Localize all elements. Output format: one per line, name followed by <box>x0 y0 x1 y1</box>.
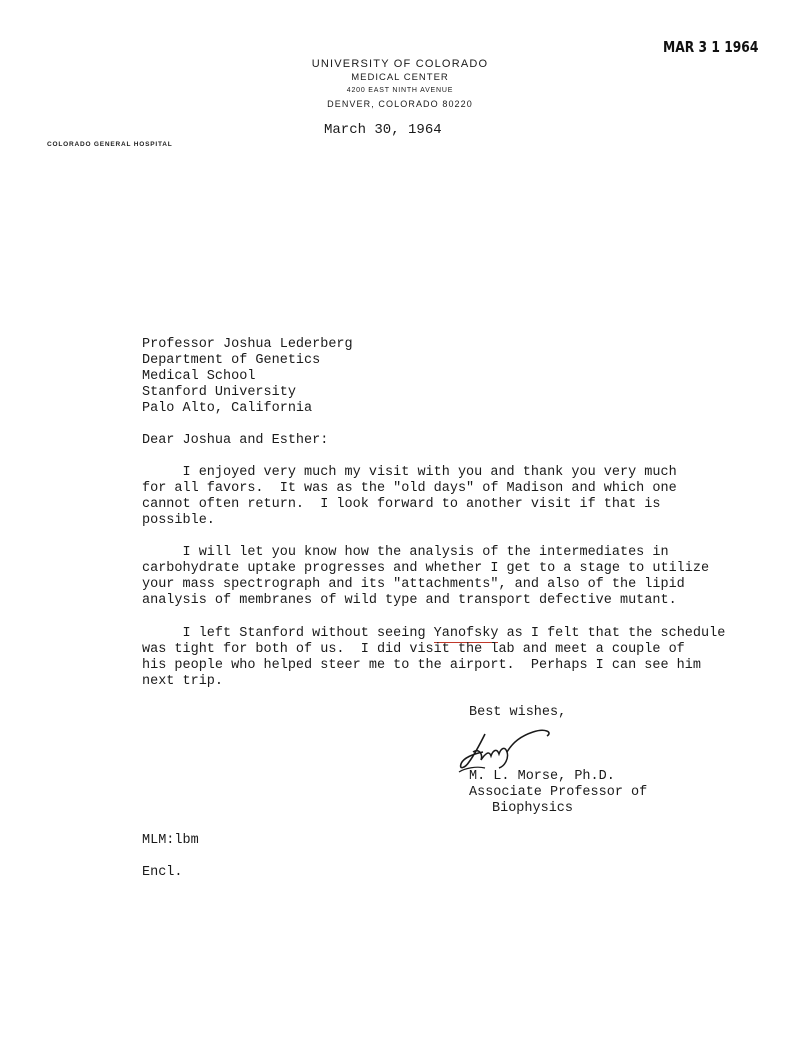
salutation: Dear Joshua and Esther: <box>142 433 329 448</box>
underlined-name: Yanofsky <box>433 626 499 641</box>
valediction: Best wishes, <box>469 705 567 720</box>
paragraph-line: was tight for both of us. I did visit the lab and meet a couple of <box>142 642 685 657</box>
letterhead-hospital: COLORADO GENERAL HOSPITAL <box>47 141 173 148</box>
recipient-city: Palo Alto, California <box>142 401 313 416</box>
paragraph-line: your mass spectrograph and its "attachments", and also of the lipid <box>142 577 685 592</box>
paragraph-line: his people who helped steer me to the airport. Perhaps I can see him <box>142 658 701 673</box>
recipient-university: Stanford University <box>142 385 296 400</box>
letter-date: March 30, 1964 <box>324 122 442 138</box>
recipient-name: Professor Joshua Lederberg <box>142 337 353 352</box>
paragraph-line <box>142 626 762 642</box>
paragraph-line: carbohydrate uptake progresses and whether I get to a stage to utilize <box>142 561 710 576</box>
paragraph-text: as I felt that the schedule <box>498 626 726 641</box>
body-paragraph-3 <box>142 626 762 690</box>
letterhead-institution: UNIVERSITY OF COLORADO <box>311 58 489 70</box>
paragraph-line: for all favors. It was as the "old days" of Madison and which one <box>142 481 677 496</box>
signer-name: M. L. Morse, Ph.D. <box>469 769 615 784</box>
paragraph-line: cannot often return. I look forward to another visit if that is <box>142 497 661 512</box>
received-date-stamp: MAR 3 1 1964 <box>663 38 759 56</box>
body-paragraph-1 <box>142 465 762 529</box>
paragraph-line: I will let you know how the analysis of the intermediates in <box>142 545 669 560</box>
recipient-school: Medical School <box>142 369 256 384</box>
paragraph-line: analysis of membranes of wild type and transport defective mutant. <box>142 593 677 608</box>
enclosure-note: Encl. <box>142 865 183 880</box>
paragraph-line: I enjoyed very much my visit with you and thank you very much <box>142 465 677 480</box>
letterhead-street: 4200 EAST NINTH AVENUE <box>346 87 454 94</box>
body-paragraph-2 <box>142 545 762 609</box>
typist-initials: MLM:lbm <box>142 833 199 848</box>
recipient-department: Department of Genetics <box>142 353 321 368</box>
paragraph-line: possible. <box>142 513 215 528</box>
paragraph-line: next trip. <box>142 674 224 689</box>
letterhead-city: DENVER, COLORADO 80220 <box>327 99 473 109</box>
letterhead-division: MEDICAL CENTER <box>351 72 449 83</box>
paragraph-text: I left Stanford without seeing <box>142 626 434 641</box>
signer-title: Associate Professor of <box>469 785 648 800</box>
signer-department: Biophysics <box>492 801 574 816</box>
